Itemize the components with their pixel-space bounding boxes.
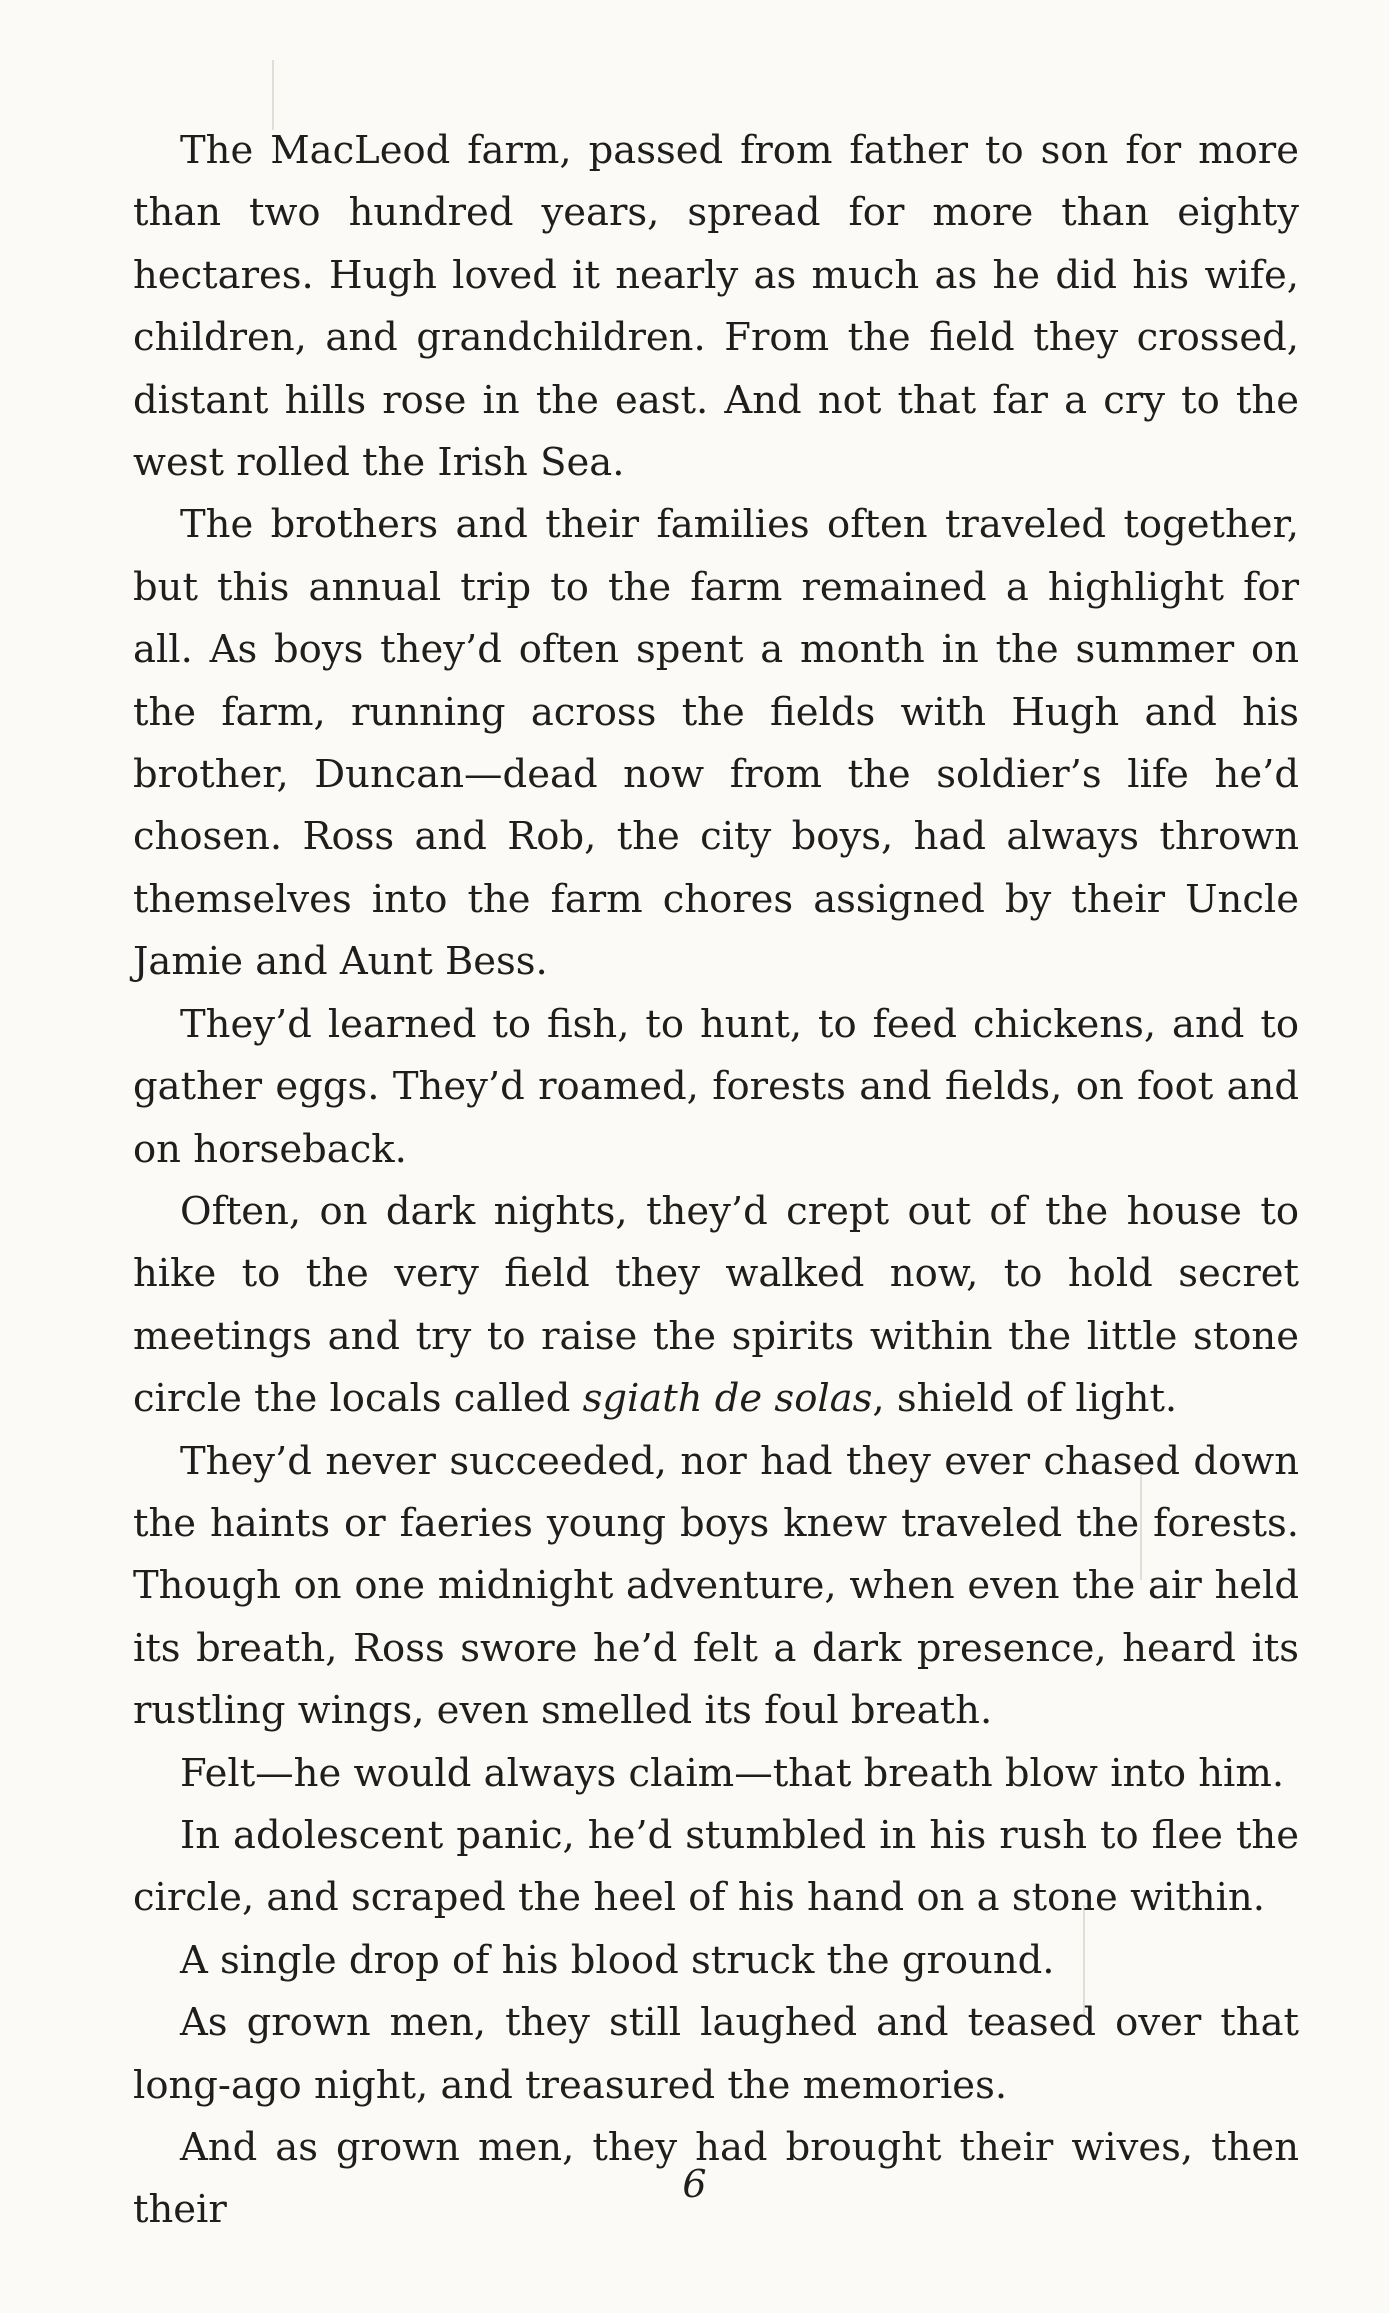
paragraph: As grown men, they still laughed and teased over that long-ago night, and treasured the memories. <box>133 2000 1299 2108</box>
paragraph: In adolescent panic, he’d stumbled in his rush to flee the circle, and scraped the heel of his hand on a stone within. <box>133 1812 1299 1921</box>
paragraph: The brothers and their families often traveled together, but this annual trip to the farm remained a highlight for all. As boys they’d often spent a month in the summer on the farm, running across the fields with Hugh and his brother, Duncan—dead now from the soldier’s life he’d chosen. Ross and Rob, the city boys, had always thrown themselves into the farm chores assigned by their Uncle Jamie and Aunt Bess. <box>133 502 1299 985</box>
italic-phrase: sgiath de solas <box>582 1376 873 1422</box>
paragraph: Felt—he would always claim—that breath blow into him. <box>180 1750 1285 1796</box>
paragraph: The MacLeod farm, passed from father to son for more than two hundred years, spread for more than eighty hectares. Hugh loved it nearly as much as he did his wife, children, and grandchildren. From the field they crossed, distant hills rose in the east. And not that far a cry to the west rolled the Irish Sea. <box>133 128 1299 486</box>
paragraph-text: , shield of light. <box>872 1376 1178 1422</box>
paragraph: A single drop of his blood struck the ground. <box>180 1937 1055 1983</box>
paragraph: They’d never succeeded, nor had they ever chased down the haints or faeries young boys knew traveled the forests. Though on one midnight adventure, when even the air held its breath, Ross swore he’d felt a dark presence, heard its rustling wings, even smelled its foul breath. <box>133 1438 1299 1734</box>
paragraph-text: Often, on dark nights, they’d crept out of the house to hike to the very field they walked now, to hold secret meetings and try to raise the spirits within the little stone circle the locals called <box>133 1188 1299 1422</box>
paragraph <box>133 1181 1299 1431</box>
page-number: 6 <box>682 2162 707 2206</box>
paragraph: And as grown men, they had brought their wives, then their <box>133 2125 1299 2233</box>
paragraph: They’d learned to fish, to hunt, to feed chickens, and to gather eggs. They’d roamed, forests and fields, on foot and on horseback. <box>133 1001 1299 1172</box>
body-text <box>133 120 1299 2242</box>
